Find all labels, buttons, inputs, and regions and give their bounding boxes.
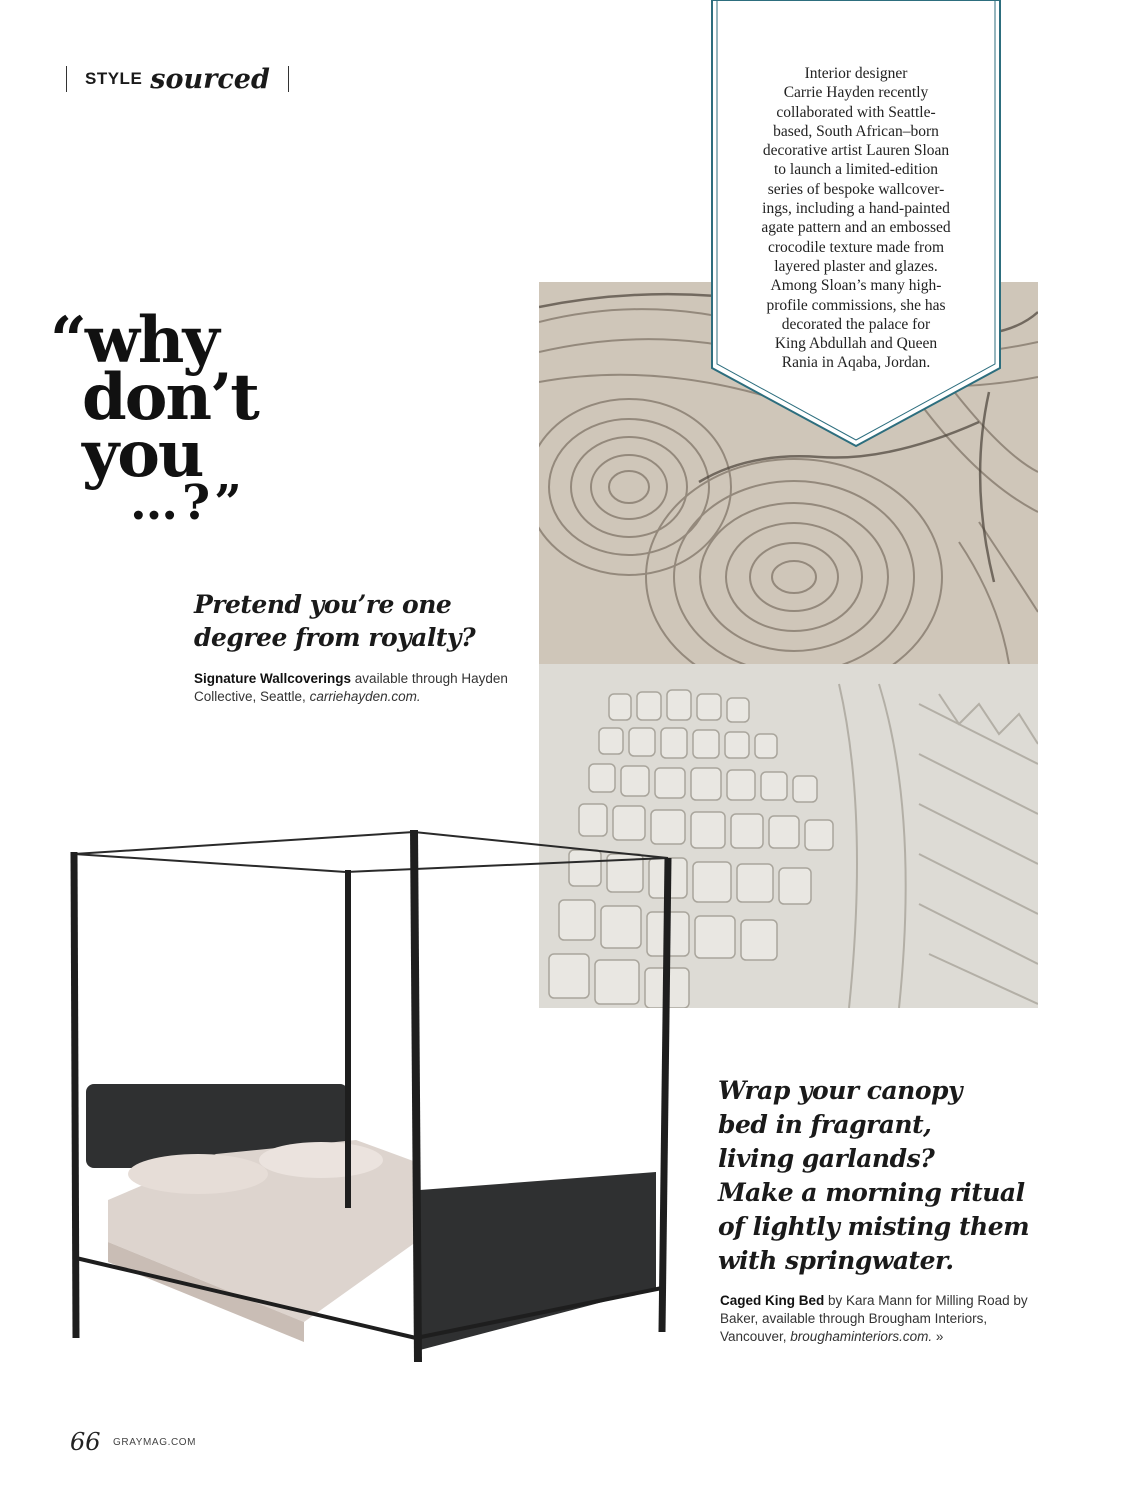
callout-line: ings, including a hand-painted [762, 200, 950, 218]
callout-line: profile commissions, she has [766, 296, 946, 314]
pull-quote-line: …?” [130, 475, 246, 531]
page-number: 66 [70, 1428, 101, 1456]
designer-callout [711, 0, 1001, 448]
callout-line: Interior designer [804, 65, 908, 82]
magazine-site: GRAYMAG.COM [113, 1437, 197, 1448]
wallcoverings-headline [194, 588, 514, 654]
callout-line: agate pattern and an embossed [761, 219, 951, 237]
section-label-style: STYLE [85, 69, 143, 88]
header-divider-right [288, 66, 289, 92]
wallcoverings-caption [194, 670, 514, 706]
callout-line: layered plaster and glazes. [774, 257, 938, 275]
retailer-url: carriehayden.com. [309, 689, 421, 704]
callout-line: Carrie Hayden recently [783, 84, 929, 102]
callout-line: to launch a limited-edition [774, 161, 938, 179]
callout-line: crocodile texture made from [767, 238, 945, 256]
canopy-bed-image [56, 822, 696, 1362]
callout-line: decorative artist Lauren Sloan [762, 142, 950, 160]
headline-line: with springwater. [718, 1246, 954, 1275]
headline-line: Make a morning ritual [718, 1178, 1025, 1207]
callout-line: Among Sloan’s many high- [770, 277, 942, 295]
product-name: Caged King Bed [720, 1293, 825, 1308]
pull-quote-line: “why [50, 303, 218, 378]
product-name: Signature Wallcoverings [194, 671, 352, 686]
headline-line: Wrap your canopy [718, 1076, 963, 1105]
callout-line: collaborated with Seattle- [776, 103, 936, 121]
callout-line: Rania in Aqaba, Jordan. [781, 354, 931, 372]
headline-line: living garlands? [718, 1144, 935, 1173]
canopy-bed-headline [718, 1074, 1038, 1278]
header-divider-left [66, 66, 67, 92]
caption-text: available through Hayden Collective, Seattle, [194, 671, 508, 704]
section-header [66, 62, 289, 96]
continue-marker: » [932, 1329, 944, 1344]
headline-line: bed in fragrant, [718, 1110, 932, 1139]
pull-quote [50, 303, 330, 531]
retailer-url: broughaminteriors.com. [790, 1329, 933, 1344]
callout-text [741, 64, 971, 373]
canopy-bed-caption [720, 1292, 1040, 1346]
headline-line: of lightly misting them [718, 1212, 1030, 1241]
pull-quote-line: you [82, 417, 203, 492]
caption-text: by Kara Mann for Milling Road by Baker, available through Brougham Interiors, Vancouver, [720, 1293, 1028, 1344]
pull-quote-line: don’t [82, 360, 258, 435]
callout-line: King Abdullah and Queen [774, 335, 938, 353]
callout-line: based, South African–born [773, 122, 939, 140]
headline-line: Pretend you’re one [194, 590, 452, 619]
callout-line: series of bespoke wallcover- [767, 180, 945, 198]
headline-line: degree from royalty? [194, 623, 476, 652]
section-label-sourced: sourced [150, 63, 270, 95]
callout-line: decorated the palace for [781, 315, 931, 333]
